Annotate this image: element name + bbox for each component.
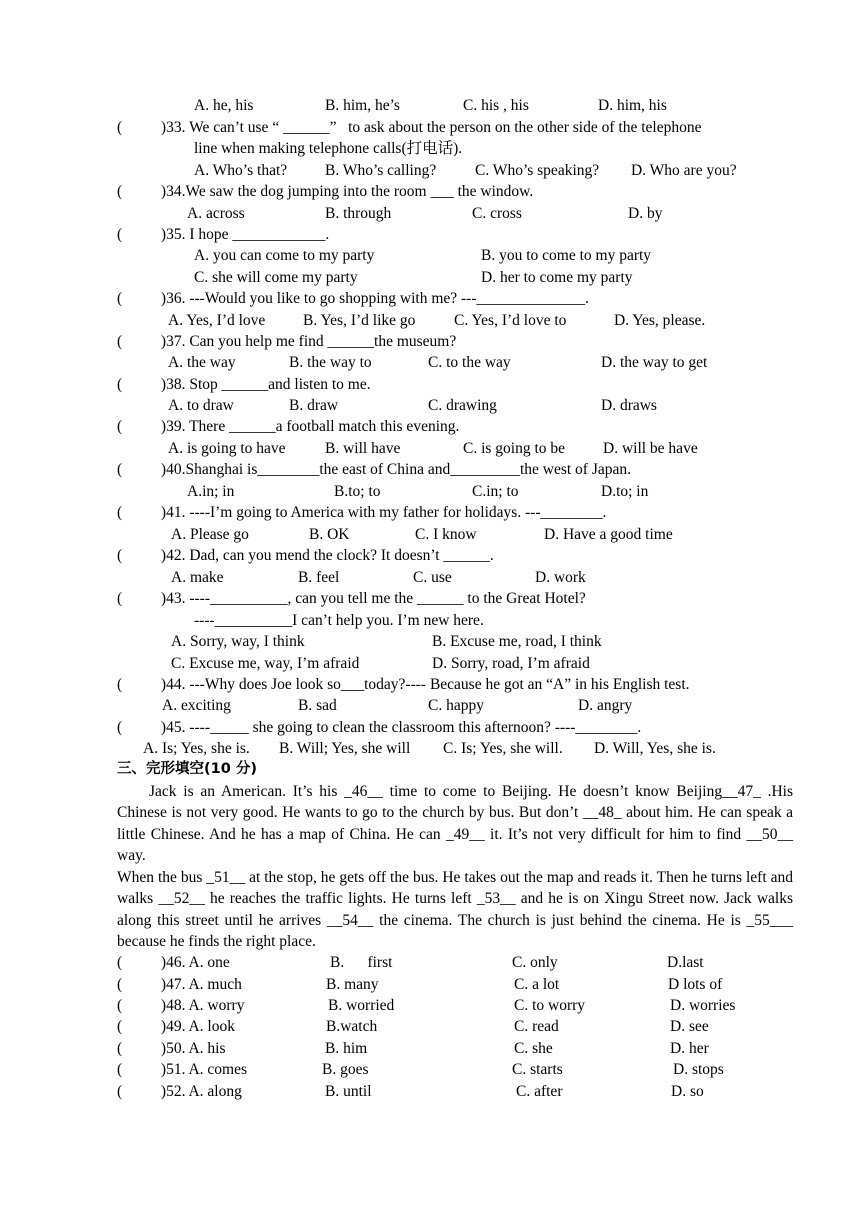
- option-d: D.last: [667, 954, 704, 971]
- q43-option-b: B. Excuse me, road, I think: [432, 633, 602, 650]
- q43-option-a: A. Sorry, way, I think: [171, 633, 305, 650]
- question-number: ( )40.: [117, 461, 186, 478]
- q33-option-b: B. Who’s calling?: [325, 162, 437, 179]
- q43-option-c: C. Excuse me, way, I’m afraid: [171, 655, 360, 672]
- option-a: A. his: [188, 1040, 226, 1057]
- q35-option-b: B. you to come to my party: [481, 247, 652, 264]
- q42-option-d: D. work: [535, 569, 586, 586]
- q41-option-b: B. OK: [309, 526, 350, 543]
- q32-option-c: C. his , his: [463, 97, 529, 114]
- option-d: D. worries: [670, 997, 736, 1014]
- question-33-continuation: line when making telephone calls(打电话).: [194, 140, 463, 157]
- q32-option-b: B. him, he’s: [325, 97, 400, 114]
- q45-option-d: D. Will, Yes, she is.: [594, 740, 716, 757]
- option-a: A. comes: [188, 1061, 248, 1078]
- question-number: ( )41.: [117, 504, 186, 521]
- q40-option-d: D.to; in: [601, 483, 649, 500]
- option-c: C. starts: [512, 1061, 563, 1078]
- q34-option-a: A. across: [187, 205, 245, 222]
- cloze-question-51: [117, 1059, 247, 1080]
- question-text: ---Would you like to go shopping with me? ---______________.: [189, 290, 589, 307]
- question-number: ( )51.: [117, 1061, 186, 1078]
- q33-option-a: A. Who’s that?: [194, 162, 288, 179]
- question-text: There ______a football match this evening.: [189, 418, 460, 435]
- option-c: C. after: [516, 1083, 563, 1100]
- question-number: ( )38.: [117, 376, 186, 393]
- q42-option-b: B. feel: [298, 569, 340, 586]
- question-39: [117, 416, 459, 437]
- q42-option-a: A. make: [171, 569, 224, 586]
- q34-option-b: B. through: [325, 205, 392, 222]
- q40-option-a: A.in; in: [187, 483, 235, 500]
- q34-option-d: D. by: [628, 205, 663, 222]
- question-number: ( )37.: [117, 333, 186, 350]
- question-text: Dad, can you mend the clock? It doesn’t ______.: [189, 547, 494, 564]
- question-text: ----_____ she going to clean the classroom this afternoon? ----________.: [189, 719, 642, 736]
- cloze-question-48: [117, 995, 244, 1016]
- q40-option-b: B.to; to: [334, 483, 381, 500]
- q38-option-a: A. to draw: [168, 397, 234, 414]
- q38-option-b: B. draw: [289, 397, 339, 414]
- q37-option-a: A. the way: [168, 354, 236, 371]
- q39-option-d: D. will be have: [603, 440, 698, 457]
- q36-option-c: C. Yes, I’d love to: [454, 312, 567, 329]
- option-c: C. a lot: [514, 976, 560, 993]
- q32-option-a: A. he, his: [194, 97, 254, 114]
- question-text: Can you help me find ______the museum?: [189, 333, 457, 350]
- question-41: [117, 502, 606, 523]
- option-b: B. worried: [328, 997, 395, 1014]
- question-number: ( )33.: [117, 119, 186, 136]
- cloze-question-50: [117, 1038, 226, 1059]
- question-number: ( )43.: [117, 590, 186, 607]
- q38-option-d: D. draws: [601, 397, 657, 414]
- q45-option-b: B. Will; Yes, she will: [279, 740, 411, 757]
- option-a: A. worry: [188, 997, 245, 1014]
- option-b: B. first: [330, 954, 393, 971]
- question-43: [117, 588, 586, 609]
- cloze-question-47: [117, 974, 242, 995]
- option-a: A. much: [188, 976, 242, 993]
- q39-option-c: C. is going to be: [463, 440, 566, 457]
- cloze-question-49: [117, 1016, 235, 1037]
- question-text: ---Why does Joe look so___today?---- Because he got an “A” in his English test.: [189, 676, 690, 693]
- option-c: C. only: [512, 954, 558, 971]
- question-number: ( )34.: [117, 183, 186, 200]
- question-number: ( )46.: [117, 954, 186, 971]
- section-heading: 三、完形填空(10 分): [117, 761, 257, 777]
- question-34: [117, 181, 533, 202]
- option-a: A. along: [188, 1083, 242, 1100]
- question-text: Stop ______and listen to me.: [189, 376, 371, 393]
- q44-option-b: B. sad: [298, 697, 337, 714]
- q33-option-c: C. Who’s speaking?: [475, 162, 600, 179]
- q35-option-c: C. she will come my party: [194, 269, 358, 286]
- question-44: [117, 674, 690, 695]
- cloze-question-46: [117, 952, 230, 973]
- option-d: D. her: [670, 1040, 709, 1057]
- q36-option-d: D. Yes, please.: [614, 312, 706, 329]
- q44-option-a: A. exciting: [162, 697, 231, 714]
- q39-option-b: B. will have: [325, 440, 401, 457]
- question-33: [117, 117, 701, 138]
- option-d: D lots of: [668, 976, 723, 993]
- q37-option-c: C. to the way: [428, 354, 511, 371]
- option-b: B. many: [326, 976, 379, 993]
- q33-option-d: D. Who are you?: [631, 162, 737, 179]
- option-a: A. one: [188, 954, 230, 971]
- question-number: ( )45.: [117, 719, 186, 736]
- question-37: [117, 331, 456, 352]
- q44-option-d: D. angry: [578, 697, 633, 714]
- option-b: B.watch: [326, 1018, 378, 1035]
- question-number: ( )49.: [117, 1018, 186, 1035]
- q37-option-d: D. the way to get: [601, 354, 708, 371]
- cloze-passage-paragraph-1: Jack is an American. It’s his _46__ time to come to Beijing. He doesn’t know Beijing__47_ .His Chinese is not very good. He wants to go to the church by bus. But don’t __48_ about him. He can speak a little Chinese. And he has a map of China. He can _49__ it. It’s not very difficult for him to find __50__ way.: [117, 783, 793, 865]
- question-number: ( )42.: [117, 547, 186, 564]
- q36-option-b: B. Yes, I’d like go: [303, 312, 416, 329]
- q40-option-c: C.in; to: [472, 483, 519, 500]
- question-number: ( )36.: [117, 290, 186, 307]
- question-42: [117, 545, 494, 566]
- question-number: ( )47.: [117, 976, 186, 993]
- option-d: D. so: [671, 1083, 704, 1100]
- cloze-question-52: [117, 1081, 242, 1102]
- q35-option-d: D. her to come my party: [481, 269, 633, 286]
- q44-option-c: C. happy: [428, 697, 484, 714]
- option-c: C. to worry: [514, 997, 586, 1014]
- q34-option-c: C. cross: [472, 205, 522, 222]
- question-text: ----__________, can you tell me the ______ to the Great Hotel?: [189, 590, 586, 607]
- question-text: ----I’m going to America with my father for holidays. ---________.: [189, 504, 607, 521]
- q43-option-d: D. Sorry, road, I’m afraid: [432, 655, 590, 672]
- question-38: [117, 374, 371, 395]
- question-text: We saw the dog jumping into the room ___ the window.: [185, 183, 534, 200]
- option-b: B. goes: [322, 1061, 369, 1078]
- q45-option-a: A. Is; Yes, she is.: [143, 740, 250, 757]
- question-text: Shanghai is________the east of China and_________the west of Japan.: [185, 461, 632, 478]
- q38-option-c: C. drawing: [428, 397, 497, 414]
- question-43-continuation: ----__________I can’t help you. I’m new here.: [194, 612, 484, 629]
- option-d: D. see: [670, 1018, 709, 1035]
- q37-option-b: B. the way to: [289, 354, 372, 371]
- option-b: B. until: [325, 1083, 372, 1100]
- question-36: [117, 288, 589, 309]
- q45-option-c: C. Is; Yes, she will.: [443, 740, 563, 757]
- question-35: [117, 224, 329, 245]
- question-number: ( )52.: [117, 1083, 186, 1100]
- q35-option-a: A. you can come to my party: [194, 247, 375, 264]
- q42-option-c: C. use: [413, 569, 452, 586]
- option-b: B. him: [325, 1040, 368, 1057]
- question-text: I hope ____________.: [189, 226, 330, 243]
- question-number: ( )35.: [117, 226, 186, 243]
- question-45: [117, 717, 641, 738]
- q41-option-a: A. Please go: [171, 526, 249, 543]
- question-40: [117, 459, 631, 480]
- question-number: ( )39.: [117, 418, 186, 435]
- option-c: C. she: [514, 1040, 553, 1057]
- question-number: ( )44.: [117, 676, 186, 693]
- question-text: We can’t use “ ______” to ask about the person on the other side of the telephone: [189, 119, 702, 136]
- q39-option-a: A. is going to have: [168, 440, 286, 457]
- option-d: D. stops: [673, 1061, 724, 1078]
- question-number: ( )50.: [117, 1040, 186, 1057]
- q41-option-d: D. Have a good time: [544, 526, 673, 543]
- q36-option-a: A. Yes, I’d love: [168, 312, 266, 329]
- question-number: ( )48.: [117, 997, 186, 1014]
- q32-option-d: D. him, his: [598, 97, 667, 114]
- q41-option-c: C. I know: [415, 526, 477, 543]
- option-c: C. read: [514, 1018, 559, 1035]
- option-a: A. look: [188, 1018, 235, 1035]
- cloze-passage-paragraph-2: When the bus _51__ at the stop, he gets off the bus. He takes out the map and reads it. Then he turns left and walks __52__ he reaches the traffic lights. He turns left _53__ and he is on Xingu Street now. Jack walks along this street until he arrives __54__ the cinema. The church is just behind the cinema. He is _55___ because he finds the right place.: [117, 869, 793, 951]
